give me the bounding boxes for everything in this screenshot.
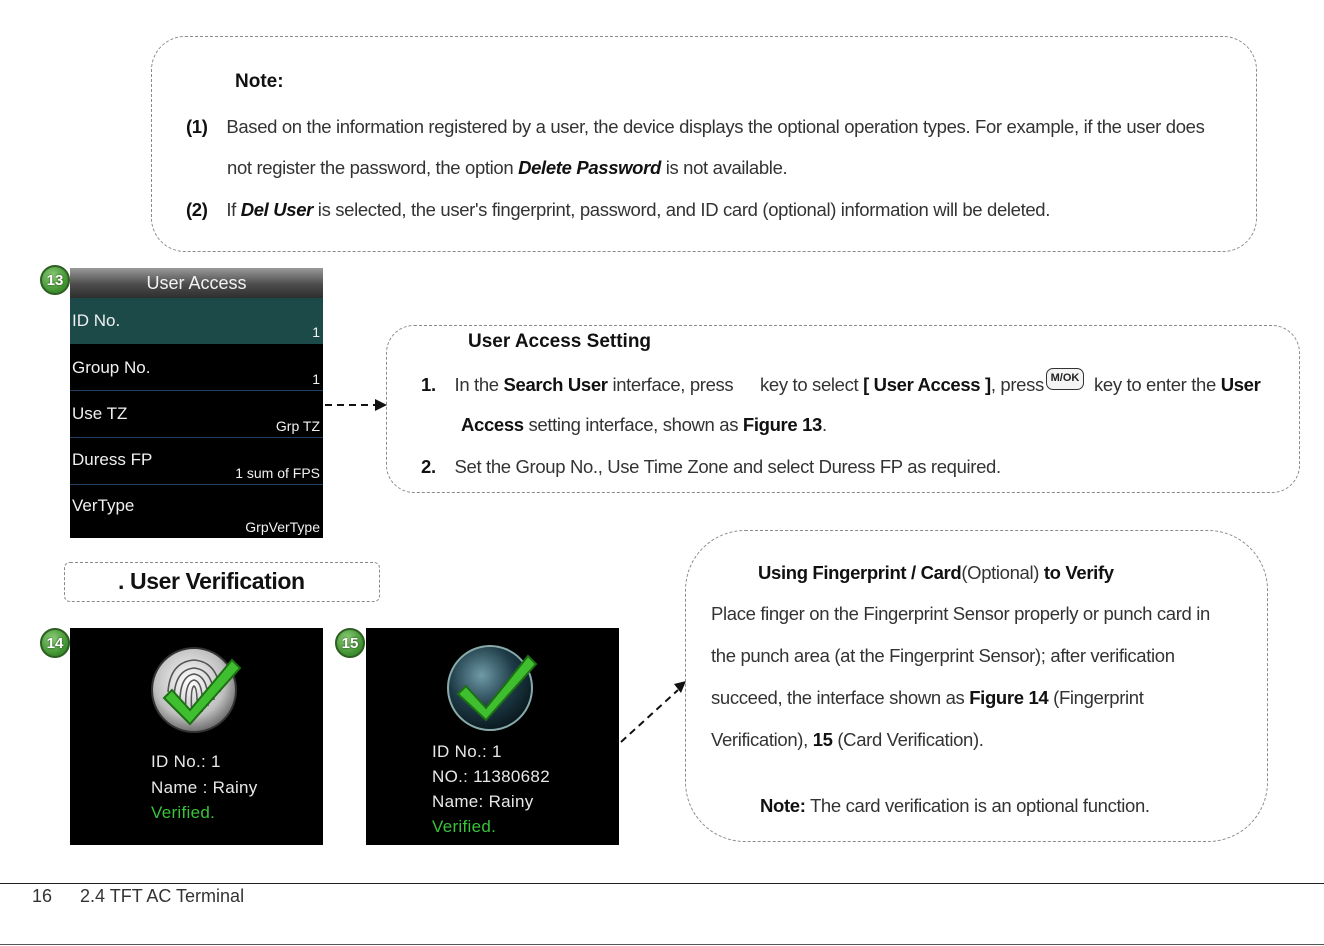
figure-14-badge: 14 [40, 628, 70, 658]
ua-row-value: Grp TZ [275, 418, 320, 434]
verify-line-3 [711, 687, 1144, 709]
note-title: Note: [235, 71, 284, 92]
ua-row-value: 1 sum of FPS [235, 465, 320, 481]
ua-row-label: VerType [72, 496, 135, 515]
verify-line-3-a: succeed, the interface shown as [711, 687, 970, 708]
fig15-status: Verified. [432, 817, 497, 836]
ua-row-vertype[interactable] [70, 486, 323, 538]
figure-13-badge: 13 [40, 265, 70, 295]
step-1-text-g: key to enter the [1094, 374, 1221, 395]
arrow-to-verify-box [618, 678, 690, 746]
verify-note-label: Note: [760, 795, 806, 816]
verify-title-c: to Verify [1039, 562, 1114, 583]
ua-row-label: Group No. [72, 358, 151, 377]
delete-password-option: Delete Password [518, 157, 661, 178]
step-1-line-1 [421, 374, 733, 396]
footer-divider [0, 883, 1324, 884]
step-1-text-d: key to select [760, 374, 864, 395]
ua-row-use-tz[interactable] [70, 392, 323, 438]
mok-key-icon: M/OK [1046, 368, 1084, 390]
section-title: . User Verification [118, 568, 305, 594]
note-item-1-line-2-post: is not available. [660, 157, 788, 178]
figure-15-ref: 15 [812, 729, 833, 750]
fig15-card-number-line: NO.: 11380682 [432, 767, 550, 786]
user-access-setting-title: User Access Setting [468, 331, 652, 352]
ua-row-label: ID No. [72, 311, 121, 330]
fingerprint-check-icon [150, 640, 246, 736]
step-1-text-h: User [1220, 374, 1261, 395]
step-2-text: Set the Group No., Use Time Zone and select Duress FP as required. [454, 456, 1001, 477]
verify-line-2: the punch area (at the Fingerprint Sensor); after verification [711, 645, 1175, 666]
step-2 [421, 456, 1001, 478]
fig15-name-line: Name: Rainy [432, 792, 534, 811]
note-item-2-pre: If [226, 199, 241, 220]
verify-line-4 [711, 729, 984, 751]
figure-13-ref: Figure 13 [742, 414, 822, 435]
fingerprint-verified-screen [70, 628, 323, 845]
ua-row-label: Duress FP [72, 450, 153, 469]
fig14-id-line: ID No.: 1 [151, 752, 221, 771]
fig14-status: Verified. [151, 803, 216, 822]
del-user-option: Del User [240, 199, 314, 220]
note-item-2-number: (2) [186, 199, 208, 220]
card-check-icon [446, 638, 542, 734]
ua-row-label: Use TZ [72, 404, 128, 423]
step-1-text-f: , press [990, 374, 1044, 395]
fig15-id-line: ID No.: 1 [432, 742, 502, 761]
step-1-line-2-a: Access [461, 414, 524, 435]
user-access-header: User Access [70, 268, 323, 298]
step-1-line-2-b: setting interface, shown as [523, 414, 743, 435]
step-1-line-1-b [760, 374, 1044, 396]
figure-14-ref: Figure 14 [969, 687, 1049, 708]
search-user-label: Search User [503, 374, 608, 395]
verify-line-4-c: (Card Verification). [832, 729, 984, 750]
note-item-1-line-1 [186, 116, 1204, 138]
step-1-line-2 [461, 414, 827, 436]
ua-row-group-no[interactable] [70, 345, 323, 391]
verify-title-a: Using Fingerprint / Card [758, 562, 962, 583]
verify-title-b: (Optional) [961, 562, 1040, 583]
verify-line-1: Place finger on the Fingerprint Sensor properly or punch card in [711, 603, 1210, 624]
verify-note [760, 795, 1150, 817]
card-verified-screen [366, 628, 619, 845]
user-access-menu-label: [ User Access ] [863, 374, 991, 395]
note-item-1-line-2 [227, 157, 787, 179]
step-1-text-c: interface, press [607, 374, 734, 395]
fig14-name-line: Name : Rainy [151, 778, 258, 797]
note-item-2-post: is selected, the user's fingerprint, password, and ID card (optional) information will be deleted. [313, 199, 1051, 220]
ua-row-value: GrpVerType [245, 519, 320, 535]
verify-line-4-a: Verification), [711, 729, 813, 750]
ua-row-value: 1 [312, 324, 320, 340]
step-2-number: 2. [421, 456, 436, 477]
ua-row-value: 1 [312, 371, 320, 387]
ua-row-duress-fp[interactable] [70, 439, 323, 485]
verify-title [758, 562, 1114, 584]
ua-row-id-no[interactable] [70, 298, 323, 344]
step-1-number: 1. [421, 374, 436, 395]
verify-note-text: The card verification is an optional function. [805, 795, 1150, 816]
step-1-line-1-c [1094, 374, 1260, 396]
note-item-1-text: Based on the information registered by a user, the device displays the optional operation types. For example, if the user does [226, 116, 1205, 137]
arrow-to-user-access-setting [323, 395, 389, 415]
footer-chapter: 2.4 TFT AC Terminal [80, 886, 245, 906]
figure-15-badge: 15 [335, 628, 365, 658]
note-item-1-number: (1) [186, 116, 208, 137]
user-access-screen [70, 268, 323, 538]
step-1-text-a: In the [454, 374, 504, 395]
page-number: 16 [32, 886, 53, 906]
footer-bottom-divider [0, 944, 1324, 945]
step-1-line-2-d: . [822, 414, 827, 435]
note-item-1-line-2-pre: not register the password, the option [227, 157, 519, 178]
note-item-2 [186, 199, 1050, 221]
verify-line-3-c: (Fingerprint [1048, 687, 1144, 708]
